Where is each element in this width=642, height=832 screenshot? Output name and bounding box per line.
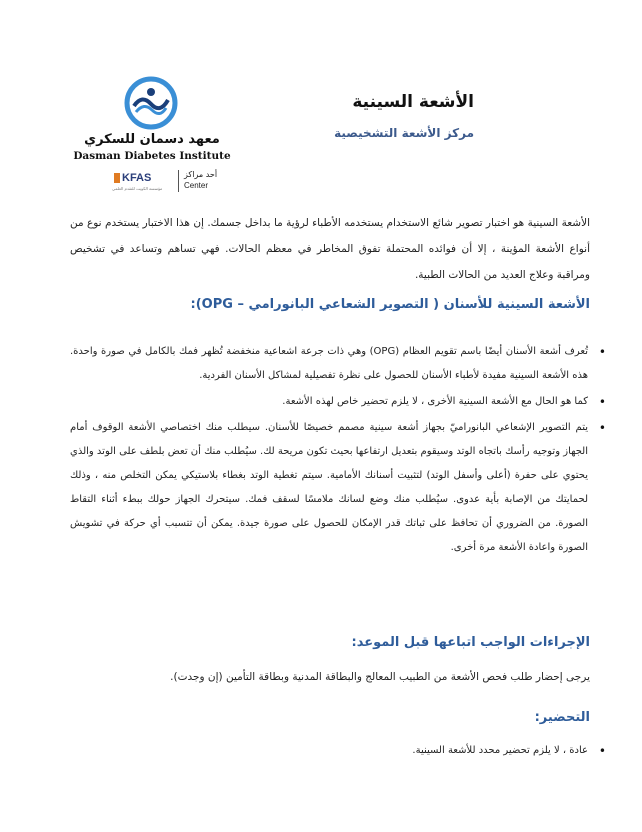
list-item: • كما هو الحال مع الأشعة السينية الأخرى ، لا يلزم تحضير خاص لهذه الأشعة. bbox=[70, 390, 590, 414]
page-title: الأشعة السينية bbox=[352, 92, 474, 112]
intro-paragraph: الأشعة السينية هو اختبار تصوير شائع الاستخدام يستخدمه الأطباء لرؤية ما بداخل جسمك. إن هذا الاختبار يستخدم نوع من أنواع الأشعة المؤينة ، إلا أن فوائده المحتملة تفوق المخاطر في معظم الحالات. فهي تساهم وتساعد في تشخيص ومراقبة وعلاج العديد من الحالات الطبية. bbox=[70, 217, 590, 281]
page-subtitle: مركز الأشعة التشخيصية bbox=[334, 126, 474, 140]
kfas-center-arabic: أحد مراكز bbox=[184, 170, 218, 179]
kfas-mark-icon bbox=[114, 173, 120, 183]
procedures-paragraph: يرجى إحضار طلب فحص الأشعة من الطبيب المعالج والبطاقة المدنية وبطاقة التأمين (إن وجدت). bbox=[170, 671, 590, 683]
kfas-divider bbox=[178, 170, 179, 192]
kfas-name: KFAS bbox=[122, 172, 152, 184]
list-item: • يتم التصوير الإشعاعي البانوراميّ بجهاز أشعة سينية مصمم خصيصًا للأسنان. سيطلب منك اختصاصي الأشعة الوقوف أمام الجهاز وتوجيه رأسك باتجاه الوتد وسيقوم بتعديل ارتفاعها بحيث تكون مريحة لك. سيُطلب منك أن تعض بلطف على الوتد والذي يحتوي على حفرة (أعلى وأسفل الوتد) لتثبيت أسنانك الأمامية. سيتم تغطية الوتد بغطاء بلاستيكي يمكن التخلص منه ، وذلك لحمايتك من الإصابة بأية عدوى. سيُطلب منك وضع لسانك ملامسًا لسقف فمك. سيتحرك الجهاز حولك ببطء أثناء التقاط الصورة. من الضروري أن تحافظ على ثباتك قدر الإمكان للحصول على صورة جيدة. يمكن أن تتسبب أي حركة في تشويش الصورة واعادة الأشعة مرة أخرى. bbox=[70, 416, 590, 560]
kfas-logo bbox=[112, 168, 232, 198]
kfas-center-english: Center bbox=[184, 181, 209, 190]
preparation-list bbox=[70, 739, 608, 763]
section-heading-dental-xray: الأشعة السينية للأسنان ( التصوير الشعاعي البانورامي – OPG): bbox=[190, 297, 590, 312]
section-heading-preparation: التحضير: bbox=[534, 710, 590, 725]
logo-name-arabic: معهد دسمان للسكري bbox=[84, 132, 220, 147]
kfas-subtitle: مؤسسة الكويت للتقدم العلمي bbox=[112, 186, 163, 191]
list-item: • تُعرف أشعة الأسنان أيضًا باسم تقويم العظام (OPG) وهي ذات جرعة اشعاعية منخفضة تُظهر فمك بالكامل في صورة واحدة. هذه الأشعة السينية مفيدة لأطباء الأسنان للحصول على نظرة تفصيلية لمشاكل الأسنان الفردية. bbox=[70, 340, 590, 388]
dasman-logo-mark-icon bbox=[124, 76, 178, 130]
section-heading-procedures: الإجراءات الواجب اتباعها قبل الموعد: bbox=[351, 635, 590, 650]
logo-name-english: Dasman Diabetes Institute bbox=[73, 150, 231, 162]
dental-xray-list bbox=[70, 340, 608, 560]
list-item: • عادة ، لا يلزم تحضير محدد للأشعة السينية. bbox=[70, 739, 590, 763]
institute-logo bbox=[72, 76, 232, 196]
